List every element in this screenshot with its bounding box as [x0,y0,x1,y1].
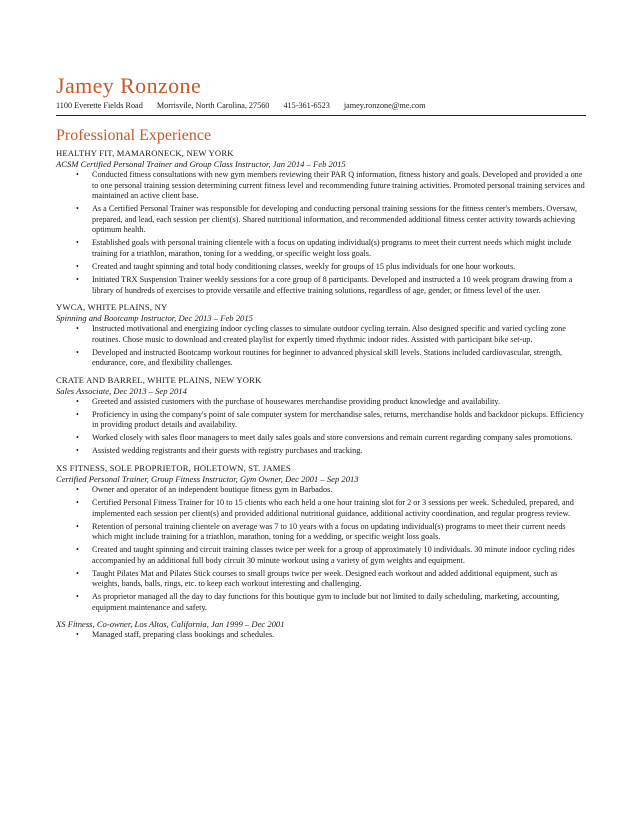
bullet-item [56,545,586,566]
job-employer: CRATE AND BARREL, WHITE PLAINS, NEW YORK [56,374,262,385]
bullet-icon: • [76,409,79,419]
bullet-icon: • [76,433,79,443]
job-employer: YWCA, WHITE PLAINS, NY [56,302,168,313]
address: 1100 Everette Fields Road [56,101,143,110]
bullet-icon: • [76,170,79,179]
bullet-item [56,170,586,202]
bullet-item [56,630,586,641]
job-role: XS Fitness, Co-owner, Los Altos, California, Jan 1999 – Dec 2001 [56,619,285,630]
job-role: ACSM Certified Personal Trainer and Group Class Instructor, Jan 2014 – Feb 2015 [56,159,346,169]
bullet-text: Developed and instructed Bootcamp workout routines for beginner to advanced physical skill levels. Stations included cardiovascular, strength, endurance, core, and flexibility challenges. [92,347,563,368]
bullet-icon: • [76,396,79,406]
bullet-item [56,569,586,590]
bullet-text: Managed staff, preparing class bookings and schedules. [92,630,275,640]
bullet-icon: • [76,568,79,578]
bullet-item [56,433,586,444]
bullet-icon: • [76,630,79,640]
bullet-text: Established goals with personal training clientele with a focus on updating individual(s) programs to meet their current needs which might include training for a triathlon, marathon, toning for a wedding, or specific weight loss goals. [92,238,572,258]
bullet-text: Retention of personal training clientele on average was 7 to 10 years with a focus on updating individual(s) programs to meet their current needs which might include training for a triathlon, marathon, toning for a wedding, or specific weight loss goals. [92,521,566,542]
bullet-text: Worked closely with sales floor managers to meet daily sales goals and store conversions and remain current regarding company sales promotions. [92,433,573,443]
header-divider [56,115,586,116]
job-role: Sales Associate, Dec 2013 – Sep 2014 [56,385,187,396]
job-employer: XS FITNESS, SOLE PROPRIETOR, HOLETOWN, ST. JAMES [56,463,291,473]
bullet-icon: • [76,261,79,271]
bullet-item [56,410,586,431]
job-entry [56,375,586,457]
resume-page [56,74,586,647]
job-bullets [56,397,586,457]
bullet-item [56,238,586,259]
bullet-icon: • [76,521,79,531]
bullet-icon: • [76,274,79,284]
bullet-item [56,592,586,613]
job-bullets [56,170,586,296]
job-bullets [56,485,586,613]
job-role: Certified Personal Trainer, Group Fitness Instructor, Gym Owner, Dec 2001 – Sep 2013 [56,474,359,484]
bullet-text: Greeted and assisted customers with the purchase of housewares merchandise providing product knowledge and availability. [92,396,501,406]
bullet-item [56,446,586,457]
email-address: jamey.ronzone@me.com [343,101,426,110]
bullet-icon: • [76,204,79,214]
bullet-text: Initiated TRX Suspension Trainer weekly sessions for a core group of 8 participants. Developed and instructed a 10 week program drawing from a library of hundreds of exercises to provide versatile and effective training solutions, regardless of age, gender, or fitness level of the user. [92,274,573,295]
bullet-item [56,485,586,496]
job-employer: HEALTHY FIT, MAMARONECK, NEW YORK [56,148,234,158]
bullet-icon: • [76,545,79,555]
bullet-item [56,204,586,236]
bullet-icon: • [76,324,79,334]
bullet-text: As a Certified Personal Trainer was responsible for developing and conducting personal training sessions for the fitness center's members. Oversaw, prepared, and lead, each session per client(s). Shared nutritional information, and recommended additional fitness center activity towards achieving optimum health. [92,204,578,235]
job-bullets [56,324,586,369]
contact-line [56,100,586,111]
bullet-item [56,498,586,519]
bullet-text: Instructed motivational and energizing indoor cycling classes to simulate outdoor cycling terrain. Also designed specific and varied cycling zone routines. Chose music to download and created playlist for expertly timed rhythmic indoor rides. Assisted with participant bike set-up. [92,324,566,344]
phone-number: 415-361-6523 [283,101,330,110]
city-state-zip: Morrisvile, North Carolina, 27560 [156,101,270,110]
job-bullets [56,630,586,641]
bullet-icon: • [76,238,79,248]
bullet-item [56,397,586,408]
bullet-text: Conducted fitness consultations with new gym members reviewing their PAR Q information, fitness history and goals. Developed and provided a one to one personal training session determining current fitness level and recommending future training activities. Promoted personal training services and maintained an active client base. [92,170,585,201]
bullet-text: Certified Personal Fitness Trainer for 10 to 15 clients who each held a one hour training slot for 2 or 3 sessions per week. Scheduled, prepared, and implemented each session per client(s) and provided additional nutritional guidance, additional activity coordination, and regular progress review. [92,497,574,518]
experience-list [56,148,586,641]
bullet-text: Proficiency in using the company's point of sale computer system for merchandise sales, returns, merchandise holds and backdoor pickups. Efficiency in providing product details and availability. [92,409,584,430]
bullet-item [56,262,586,273]
job-entry [56,619,586,641]
bullet-icon: • [76,446,79,456]
bullet-item [56,522,586,543]
bullet-item [56,275,586,296]
bullet-text: Created and taught spinning and total body conditioning classes, weekly for groups of 15 plus individuals for one hour workouts. [92,261,516,271]
bullet-icon: • [76,497,79,507]
bullet-text: Owner and operator of an independent boutique fitness gym in Barbados. [92,485,333,494]
bullet-text: Taught Pilates Mat and Pilates Stick courses to small groups twice per week. Designed each workout and added additional equipment, such as weights, bands, balls, rings, etc. to keep each workout interesting and challenging. [92,568,558,589]
job-entry [56,302,586,369]
job-entry [56,463,586,613]
bullet-icon: • [76,485,79,494]
section-title-experience: Professional Experience [56,127,212,144]
bullet-icon: • [76,347,79,357]
bullet-item [56,348,586,369]
bullet-text: As proprietor managed all the day to day functions for this boutique gym to include but not limited to daily scheduling, marketing, accounting, equipment maintenance and safety. [92,592,560,612]
candidate-name: Jamey Ronzone [56,73,202,98]
bullet-text: Assisted wedding registrants and their guests with registry purchases and tracking. [92,446,363,456]
job-entry [56,148,586,296]
bullet-text: Created and taught spinning and circuit training classes twice per week for a group of approximately 10 individuals. 30 minute indoor cycling rides accompanied by an additional full body circuit 30 minute workout using a variety of gym weights and equipment. [92,545,575,565]
job-role: Spinning and Bootcamp Instructor, Dec 2013 – Feb 2015 [56,313,253,324]
bullet-icon: • [76,592,79,602]
bullet-item [56,324,586,345]
